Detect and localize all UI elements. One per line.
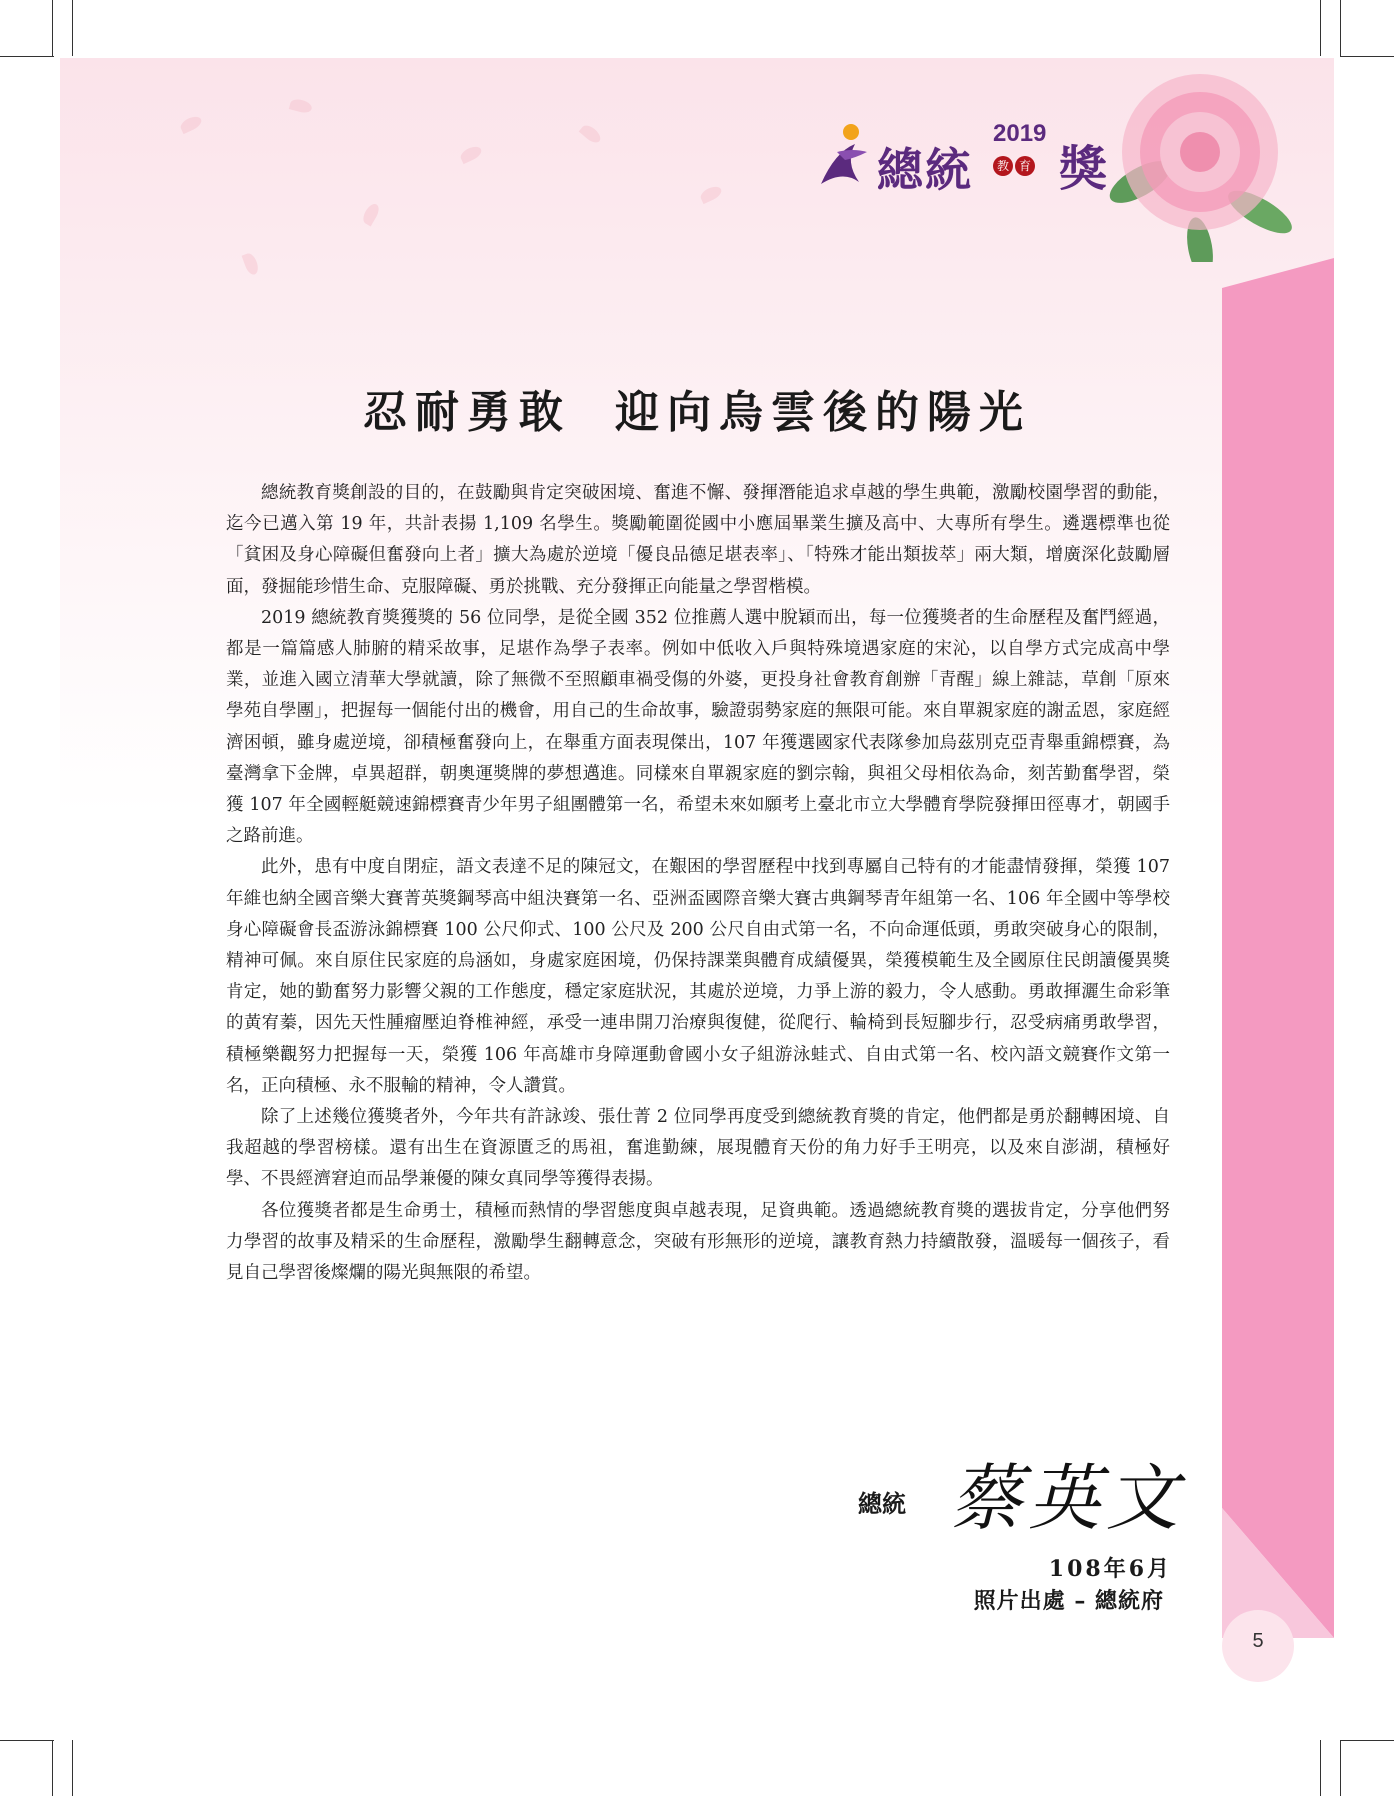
paragraph: 此外，患有中度自閉症，語文表達不足的陳冠文，在艱困的學習歷程中找到專屬自己特有的才能盡情發揮，榮獲 107 年維也納全國音樂大賽菁英獎鋼琴高中組決賽第一名、亞洲盃國際音樂大賽古典鋼琴青年組第一名、106 年全國中等學校身心障礙會長盃游泳錦標賽 100 公尺仰式、100 公尺及 200 公尺自由式第一名，不向命運低頭，勇敢突破身心的限制，精神可佩。來自原住民家庭的烏涵如，身處家庭困境，仍保持課業與體育成績優異，榮獲模範生及全國原住民朗讀優異獎肯定，她的勤奮努力影響父親的工作態度，穩定家庭狀況，其處於逆境，力爭上游的毅力，令人感動。勇敢揮灑生命彩筆的黃宥蓁，因先天性腫瘤壓迫脊椎神經，承受一連串開刀治療與復健，從爬行、輪椅到長短腳步行，忍受病痛勇敢學習，積極樂觀努力把握每一天，榮獲 106 年高雄市身障運動會國小女子組游泳蛙式、自由式第一名、校內語文競賽作文第一名，正向積極、永不服輸的精神，令人讚賞。 [226,857,1170,1096]
petal-decoration [360,201,381,226]
title-part-1: 忍耐勇敢 [363,387,571,438]
title-part-2: 迎向烏雲後的陽光 [615,387,1031,438]
logo-year: 2019 [993,120,1047,147]
crop-mark-tr-h [1340,56,1394,57]
signature-date: 108年6月 [1048,1556,1172,1582]
crop-mark-br-h [1340,1740,1394,1741]
logo-award: 獎 [1059,141,1108,197]
crop-mark-bl-h [0,1740,54,1741]
crop-mark-tl-v2 [72,0,73,56]
logo-badge: 育 [1015,156,1035,176]
page-number: 5 [1252,1630,1264,1652]
petal-decoration [289,97,313,114]
paragraph: 各位獲獎者都是生命勇士，積極而熱情的學習態度與卓越表現，足資典範。透過總統教育獎的選拔肯定，分享他們努力學習的故事及精采的生命歷程，激勵學生翻轉意念，突破有形無形的逆境，讓教育熱力持續散發，溫暖每一個孩子，看見自己學習後燦爛的陽光與無限的希望。 [226,1200,1170,1284]
petal-decoration [178,114,203,134]
crop-mark-bl-v2 [72,1740,73,1796]
crop-mark-tl-v [52,0,53,56]
crop-mark-br-v2 [1340,1740,1341,1796]
petal-decoration [698,184,723,204]
signature-title: 總統 [858,1489,906,1518]
logo-text: 總統 [877,143,973,197]
logo-badge: 教 [993,156,1013,176]
paragraph: 總統教育獎創設的目的，在鼓勵與肯定突破困境、奮進不懈、發揮潛能追求卓越的學生典範，激勵校園學習的動能，迄今已邁入第 19 年，共計表揚 1,109 名學生。獎勵範圍從國中小應屆畢業生擴及高中、大專所有學生。遴選標準也從「貧困及身心障礙但奮發向上者」擴大為處於逆境「優良品德足堪表率」、「特殊才能出類拔萃」兩大類，增廣深化鼓勵層面，發掘能珍惜生命、克服障礙、勇於挑戰、充分發揮正向能量之學習楷模。 [226,483,1170,597]
petal-decoration [579,122,604,145]
crop-mark-tl-h [0,56,54,57]
article-body [226,478,1170,1289]
side-ribbon [1222,258,1334,1638]
petal-decoration [458,144,483,164]
award-logo [815,112,1115,197]
crop-mark-tr-v2 [1340,0,1341,56]
crop-mark-br-v [1320,1740,1321,1796]
paragraph: 2019 總統教育獎獲獎的 56 位同學，是從全國 352 位推薦人選中脫穎而出，每一位獲獎者的生命歷程及奮鬥經過，都是一篇篇感人肺腑的精采故事，足堪作為學子表率。例如中低收入戶與特殊境遇家庭的宋沁，以自學方式完成高中學業，並進入國立清華大學就讀，除了無微不至照顧車禍受傷的外婆，更投身社會教育創辦「青醒」線上雜誌，草創「原來學苑自學團」，把握每一個能付出的機會，用自己的生命故事，驗證弱勢家庭的無限可能。來自單親家庭的謝孟恩，家庭經濟困頓，雖身處逆境，卻積極奮發向上，在舉重方面表現傑出，107 年獲選國家代表隊參加烏茲別克亞青舉重錦標賽，為臺灣拿下金牌，卓異超群，朝奧運獎牌的夢想邁進。同樣來自單親家庭的劉宗翰，與祖父母相依為命，刻苦勤奮學習，榮獲 107 年全國輕艇競速錦標賽青少年男子組團體第一名，希望未來如願考上臺北市立大學體育學院發揮田徑專才，朝國手之路前進。 [226,607,1170,847]
petal-decoration [242,252,261,277]
photo-credit: 照片出處 – 總統府 [973,1588,1164,1614]
paragraph: 除了上述幾位獲獎者外，今年共有許詠竣、張仕菁 2 位同學再度受到總統教育獎的肯定，他們都是勇於翻轉困境、自我超越的學習榜樣。還有出生在資源匱乏的馬祖，奮進勤練，展現體育天份的角力好手王明亮，以及來自澎湖，積極好學、不畏經濟窘迫而品學兼優的陳女真同學等獲得表揚。 [226,1107,1170,1190]
signature-name: 蔡英文 [950,1456,1185,1540]
crop-mark-tr-v [1320,0,1321,56]
person-figure-icon [815,122,875,188]
article-title [0,376,1394,440]
crop-mark-bl-v [52,1740,53,1796]
